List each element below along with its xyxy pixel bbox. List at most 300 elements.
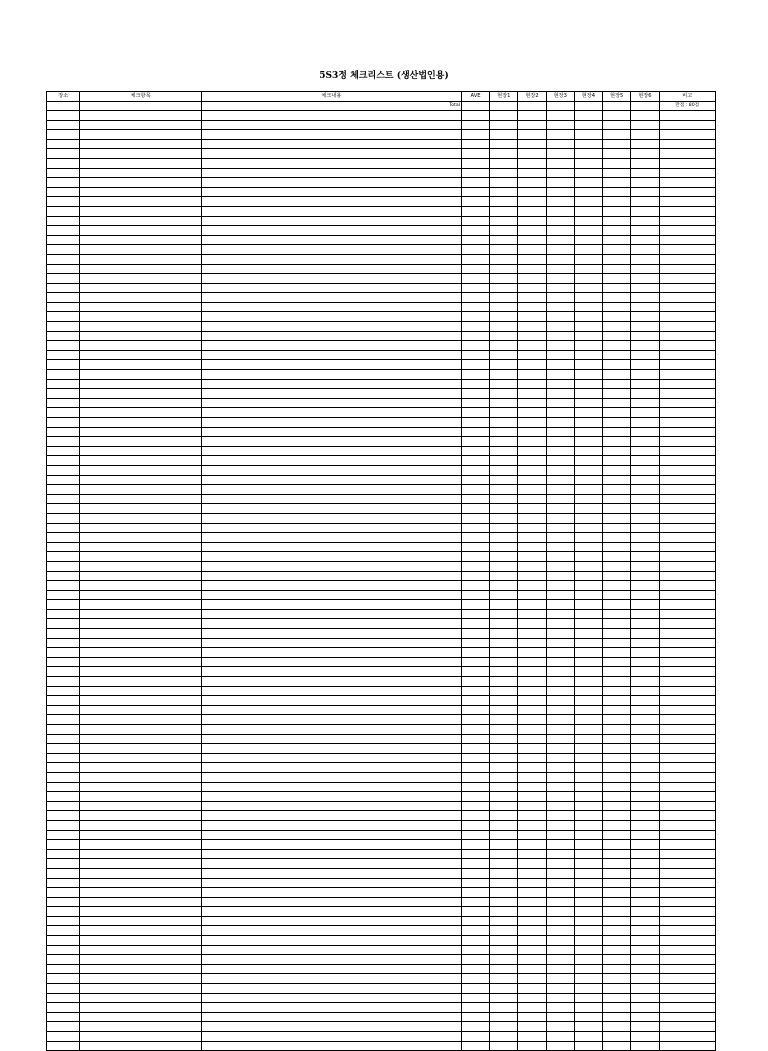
site5-cell[interactable] xyxy=(603,350,631,360)
site1-cell[interactable] xyxy=(490,274,518,284)
ave-cell[interactable] xyxy=(461,494,489,504)
site3-cell[interactable] xyxy=(546,993,574,1003)
site4-cell[interactable] xyxy=(574,235,602,245)
site6-cell[interactable] xyxy=(631,667,659,677)
site4-cell[interactable] xyxy=(574,350,602,360)
site6-cell[interactable] xyxy=(631,427,659,437)
site6-cell[interactable] xyxy=(631,130,659,140)
site4-cell[interactable] xyxy=(574,120,602,130)
site5-cell[interactable] xyxy=(603,772,631,782)
site3-cell[interactable] xyxy=(546,955,574,965)
site6-cell[interactable] xyxy=(631,1003,659,1013)
site5-cell[interactable] xyxy=(603,206,631,216)
site5-cell[interactable] xyxy=(603,744,631,754)
site4-cell[interactable] xyxy=(574,763,602,773)
site1-cell[interactable] xyxy=(490,715,518,725)
site5-cell[interactable] xyxy=(603,801,631,811)
site1-cell[interactable] xyxy=(490,811,518,821)
site6-cell[interactable] xyxy=(631,801,659,811)
site5-cell[interactable] xyxy=(603,465,631,475)
site4-cell[interactable] xyxy=(574,542,602,552)
site5-cell[interactable] xyxy=(603,398,631,408)
site2-cell[interactable] xyxy=(518,235,546,245)
site3-cell[interactable] xyxy=(546,734,574,744)
site1-cell[interactable] xyxy=(490,638,518,648)
site1-cell[interactable] xyxy=(490,974,518,984)
ave-cell[interactable] xyxy=(461,984,489,994)
ave-cell[interactable] xyxy=(461,619,489,629)
ave-cell[interactable] xyxy=(461,206,489,216)
site1-cell[interactable] xyxy=(490,916,518,926)
ave-cell[interactable] xyxy=(461,926,489,936)
site3-cell[interactable] xyxy=(546,984,574,994)
site2-cell[interactable] xyxy=(518,245,546,255)
site5-cell[interactable] xyxy=(603,139,631,149)
ave-cell[interactable] xyxy=(461,696,489,706)
site2-cell[interactable] xyxy=(518,552,546,562)
site1-cell[interactable] xyxy=(490,389,518,399)
ave-cell[interactable] xyxy=(461,677,489,687)
site1-cell[interactable] xyxy=(490,888,518,898)
site6-cell[interactable] xyxy=(631,187,659,197)
site4-cell[interactable] xyxy=(574,158,602,168)
ave-cell[interactable] xyxy=(461,1003,489,1013)
ave-cell[interactable] xyxy=(461,475,489,485)
site1-cell[interactable] xyxy=(490,418,518,428)
ave-cell[interactable] xyxy=(461,916,489,926)
site4-cell[interactable] xyxy=(574,254,602,264)
ave-cell[interactable] xyxy=(461,465,489,475)
site1-cell[interactable] xyxy=(490,657,518,667)
site1-cell[interactable] xyxy=(490,936,518,946)
site5-cell[interactable] xyxy=(603,705,631,715)
site1-cell[interactable] xyxy=(490,801,518,811)
site2-cell[interactable] xyxy=(518,206,546,216)
site1-cell[interactable] xyxy=(490,667,518,677)
site1-cell[interactable] xyxy=(490,322,518,332)
ave-cell[interactable] xyxy=(461,705,489,715)
site6-cell[interactable] xyxy=(631,1041,659,1051)
site4-cell[interactable] xyxy=(574,341,602,351)
site6-cell[interactable] xyxy=(631,638,659,648)
site1-cell[interactable] xyxy=(490,456,518,466)
site3-cell[interactable] xyxy=(546,561,574,571)
site6-cell[interactable] xyxy=(631,456,659,466)
site1-cell[interactable] xyxy=(490,398,518,408)
site5-cell[interactable] xyxy=(603,993,631,1003)
site5-cell[interactable] xyxy=(603,715,631,725)
site2-cell[interactable] xyxy=(518,955,546,965)
ave-cell[interactable] xyxy=(461,820,489,830)
site1-cell[interactable] xyxy=(490,341,518,351)
site2-cell[interactable] xyxy=(518,418,546,428)
site3-cell[interactable] xyxy=(546,705,574,715)
site3-cell[interactable] xyxy=(546,926,574,936)
site4-cell[interactable] xyxy=(574,772,602,782)
site4-cell[interactable] xyxy=(574,600,602,610)
site6-cell[interactable] xyxy=(631,907,659,917)
site2-cell[interactable] xyxy=(518,677,546,687)
site3-cell[interactable] xyxy=(546,360,574,370)
site3-cell[interactable] xyxy=(546,312,574,322)
site3-cell[interactable] xyxy=(546,792,574,802)
site4-cell[interactable] xyxy=(574,533,602,543)
site2-cell[interactable] xyxy=(518,216,546,226)
site3-cell[interactable] xyxy=(546,763,574,773)
ave-cell[interactable] xyxy=(461,504,489,514)
site2-cell[interactable] xyxy=(518,398,546,408)
site3-cell[interactable] xyxy=(546,235,574,245)
site2-cell[interactable] xyxy=(518,341,546,351)
site2-cell[interactable] xyxy=(518,993,546,1003)
site3-cell[interactable] xyxy=(546,408,574,418)
site6-cell[interactable] xyxy=(631,302,659,312)
site1-cell[interactable] xyxy=(490,782,518,792)
site4-cell[interactable] xyxy=(574,955,602,965)
site1-cell[interactable] xyxy=(490,350,518,360)
site6-cell[interactable] xyxy=(631,734,659,744)
ave-cell[interactable] xyxy=(461,964,489,974)
site2-cell[interactable] xyxy=(518,657,546,667)
site3-cell[interactable] xyxy=(546,878,574,888)
site4-cell[interactable] xyxy=(574,206,602,216)
ave-cell[interactable] xyxy=(461,859,489,869)
site5-cell[interactable] xyxy=(603,782,631,792)
site4-cell[interactable] xyxy=(574,398,602,408)
ave-cell[interactable] xyxy=(461,197,489,207)
site6-cell[interactable] xyxy=(631,657,659,667)
site3-cell[interactable] xyxy=(546,389,574,399)
site6-cell[interactable] xyxy=(631,571,659,581)
site2-cell[interactable] xyxy=(518,753,546,763)
ave-cell[interactable] xyxy=(461,561,489,571)
site2-cell[interactable] xyxy=(518,523,546,533)
site4-cell[interactable] xyxy=(574,465,602,475)
site2-cell[interactable] xyxy=(518,571,546,581)
site4-cell[interactable] xyxy=(574,753,602,763)
site4-cell[interactable] xyxy=(574,437,602,447)
site6-cell[interactable] xyxy=(631,446,659,456)
ave-cell[interactable] xyxy=(461,235,489,245)
site3-cell[interactable] xyxy=(546,667,574,677)
site6-cell[interactable] xyxy=(631,360,659,370)
site2-cell[interactable] xyxy=(518,964,546,974)
site4-cell[interactable] xyxy=(574,168,602,178)
ave-cell[interactable] xyxy=(461,418,489,428)
site1-cell[interactable] xyxy=(490,734,518,744)
ave-cell[interactable] xyxy=(461,629,489,639)
site5-cell[interactable] xyxy=(603,1032,631,1042)
site6-cell[interactable] xyxy=(631,561,659,571)
site2-cell[interactable] xyxy=(518,916,546,926)
site3-cell[interactable] xyxy=(546,331,574,341)
site5-cell[interactable] xyxy=(603,984,631,994)
site6-cell[interactable] xyxy=(631,629,659,639)
ave-cell[interactable] xyxy=(461,216,489,226)
ave-cell[interactable] xyxy=(461,725,489,735)
site3-cell[interactable] xyxy=(546,139,574,149)
total-site4-cell[interactable] xyxy=(574,102,602,111)
site2-cell[interactable] xyxy=(518,1012,546,1022)
site6-cell[interactable] xyxy=(631,485,659,495)
site6-cell[interactable] xyxy=(631,418,659,428)
site1-cell[interactable] xyxy=(490,149,518,159)
ave-cell[interactable] xyxy=(461,398,489,408)
site6-cell[interactable] xyxy=(631,293,659,303)
site1-cell[interactable] xyxy=(490,964,518,974)
site3-cell[interactable] xyxy=(546,686,574,696)
site1-cell[interactable] xyxy=(490,139,518,149)
site2-cell[interactable] xyxy=(518,1041,546,1051)
ave-cell[interactable] xyxy=(461,907,489,917)
ave-cell[interactable] xyxy=(461,868,489,878)
site5-cell[interactable] xyxy=(603,120,631,130)
site5-cell[interactable] xyxy=(603,341,631,351)
ave-cell[interactable] xyxy=(461,274,489,284)
ave-cell[interactable] xyxy=(461,1041,489,1051)
ave-cell[interactable] xyxy=(461,254,489,264)
ave-cell[interactable] xyxy=(461,782,489,792)
site6-cell[interactable] xyxy=(631,600,659,610)
site4-cell[interactable] xyxy=(574,274,602,284)
site3-cell[interactable] xyxy=(546,868,574,878)
site1-cell[interactable] xyxy=(490,168,518,178)
site2-cell[interactable] xyxy=(518,322,546,332)
site4-cell[interactable] xyxy=(574,705,602,715)
site6-cell[interactable] xyxy=(631,916,659,926)
site4-cell[interactable] xyxy=(574,552,602,562)
site2-cell[interactable] xyxy=(518,715,546,725)
site2-cell[interactable] xyxy=(518,408,546,418)
site4-cell[interactable] xyxy=(574,878,602,888)
site3-cell[interactable] xyxy=(546,485,574,495)
site2-cell[interactable] xyxy=(518,734,546,744)
ave-cell[interactable] xyxy=(461,139,489,149)
site5-cell[interactable] xyxy=(603,888,631,898)
site4-cell[interactable] xyxy=(574,389,602,399)
site5-cell[interactable] xyxy=(603,427,631,437)
site1-cell[interactable] xyxy=(490,408,518,418)
site5-cell[interactable] xyxy=(603,868,631,878)
site3-cell[interactable] xyxy=(546,629,574,639)
site3-cell[interactable] xyxy=(546,197,574,207)
site3-cell[interactable] xyxy=(546,120,574,130)
site5-cell[interactable] xyxy=(603,226,631,236)
site5-cell[interactable] xyxy=(603,111,631,121)
site5-cell[interactable] xyxy=(603,945,631,955)
site6-cell[interactable] xyxy=(631,216,659,226)
site5-cell[interactable] xyxy=(603,907,631,917)
site4-cell[interactable] xyxy=(574,868,602,878)
site2-cell[interactable] xyxy=(518,139,546,149)
ave-cell[interactable] xyxy=(461,437,489,447)
site1-cell[interactable] xyxy=(490,264,518,274)
site5-cell[interactable] xyxy=(603,370,631,380)
site2-cell[interactable] xyxy=(518,600,546,610)
ave-cell[interactable] xyxy=(461,350,489,360)
total-site5-cell[interactable] xyxy=(603,102,631,111)
site4-cell[interactable] xyxy=(574,590,602,600)
site5-cell[interactable] xyxy=(603,936,631,946)
site4-cell[interactable] xyxy=(574,178,602,188)
site3-cell[interactable] xyxy=(546,254,574,264)
site2-cell[interactable] xyxy=(518,197,546,207)
ave-cell[interactable] xyxy=(461,590,489,600)
site5-cell[interactable] xyxy=(603,456,631,466)
site3-cell[interactable] xyxy=(546,725,574,735)
ave-cell[interactable] xyxy=(461,993,489,1003)
site3-cell[interactable] xyxy=(546,811,574,821)
site3-cell[interactable] xyxy=(546,216,574,226)
ave-cell[interactable] xyxy=(461,600,489,610)
site4-cell[interactable] xyxy=(574,264,602,274)
ave-cell[interactable] xyxy=(461,888,489,898)
ave-cell[interactable] xyxy=(461,638,489,648)
site3-cell[interactable] xyxy=(546,504,574,514)
site1-cell[interactable] xyxy=(490,245,518,255)
site4-cell[interactable] xyxy=(574,197,602,207)
site6-cell[interactable] xyxy=(631,226,659,236)
ave-cell[interactable] xyxy=(461,456,489,466)
ave-cell[interactable] xyxy=(461,485,489,495)
site1-cell[interactable] xyxy=(490,955,518,965)
site2-cell[interactable] xyxy=(518,936,546,946)
ave-cell[interactable] xyxy=(461,389,489,399)
site4-cell[interactable] xyxy=(574,801,602,811)
site3-cell[interactable] xyxy=(546,226,574,236)
site3-cell[interactable] xyxy=(546,897,574,907)
ave-cell[interactable] xyxy=(461,945,489,955)
site4-cell[interactable] xyxy=(574,1041,602,1051)
site5-cell[interactable] xyxy=(603,964,631,974)
site6-cell[interactable] xyxy=(631,609,659,619)
site5-cell[interactable] xyxy=(603,974,631,984)
site6-cell[interactable] xyxy=(631,715,659,725)
site6-cell[interactable] xyxy=(631,888,659,898)
site1-cell[interactable] xyxy=(490,302,518,312)
site4-cell[interactable] xyxy=(574,964,602,974)
site3-cell[interactable] xyxy=(546,916,574,926)
site4-cell[interactable] xyxy=(574,936,602,946)
site5-cell[interactable] xyxy=(603,552,631,562)
site1-cell[interactable] xyxy=(490,830,518,840)
site5-cell[interactable] xyxy=(603,168,631,178)
site2-cell[interactable] xyxy=(518,696,546,706)
site1-cell[interactable] xyxy=(490,513,518,523)
site4-cell[interactable] xyxy=(574,974,602,984)
site5-cell[interactable] xyxy=(603,1003,631,1013)
site4-cell[interactable] xyxy=(574,504,602,514)
ave-cell[interactable] xyxy=(461,322,489,332)
site5-cell[interactable] xyxy=(603,523,631,533)
site5-cell[interactable] xyxy=(603,187,631,197)
site6-cell[interactable] xyxy=(631,158,659,168)
site1-cell[interactable] xyxy=(490,494,518,504)
site3-cell[interactable] xyxy=(546,274,574,284)
ave-cell[interactable] xyxy=(461,542,489,552)
site5-cell[interactable] xyxy=(603,418,631,428)
site1-cell[interactable] xyxy=(490,619,518,629)
site2-cell[interactable] xyxy=(518,485,546,495)
site1-cell[interactable] xyxy=(490,993,518,1003)
site6-cell[interactable] xyxy=(631,1022,659,1032)
site5-cell[interactable] xyxy=(603,197,631,207)
site1-cell[interactable] xyxy=(490,677,518,687)
site3-cell[interactable] xyxy=(546,590,574,600)
site4-cell[interactable] xyxy=(574,139,602,149)
site4-cell[interactable] xyxy=(574,888,602,898)
site6-cell[interactable] xyxy=(631,379,659,389)
site1-cell[interactable] xyxy=(490,648,518,658)
site3-cell[interactable] xyxy=(546,753,574,763)
site4-cell[interactable] xyxy=(574,187,602,197)
site5-cell[interactable] xyxy=(603,158,631,168)
site3-cell[interactable] xyxy=(546,523,574,533)
site2-cell[interactable] xyxy=(518,1022,546,1032)
site3-cell[interactable] xyxy=(546,427,574,437)
site3-cell[interactable] xyxy=(546,600,574,610)
ave-cell[interactable] xyxy=(461,130,489,140)
ave-cell[interactable] xyxy=(461,1032,489,1042)
site5-cell[interactable] xyxy=(603,878,631,888)
site6-cell[interactable] xyxy=(631,926,659,936)
ave-cell[interactable] xyxy=(461,523,489,533)
site4-cell[interactable] xyxy=(574,1003,602,1013)
ave-cell[interactable] xyxy=(461,187,489,197)
site3-cell[interactable] xyxy=(546,1012,574,1022)
site6-cell[interactable] xyxy=(631,494,659,504)
site2-cell[interactable] xyxy=(518,379,546,389)
site2-cell[interactable] xyxy=(518,686,546,696)
site5-cell[interactable] xyxy=(603,379,631,389)
site1-cell[interactable] xyxy=(490,111,518,121)
site5-cell[interactable] xyxy=(603,916,631,926)
site3-cell[interactable] xyxy=(546,964,574,974)
ave-cell[interactable] xyxy=(461,571,489,581)
site5-cell[interactable] xyxy=(603,686,631,696)
site4-cell[interactable] xyxy=(574,111,602,121)
site1-cell[interactable] xyxy=(490,465,518,475)
site2-cell[interactable] xyxy=(518,648,546,658)
site4-cell[interactable] xyxy=(574,149,602,159)
site4-cell[interactable] xyxy=(574,907,602,917)
ave-cell[interactable] xyxy=(461,312,489,322)
site4-cell[interactable] xyxy=(574,859,602,869)
site2-cell[interactable] xyxy=(518,494,546,504)
site1-cell[interactable] xyxy=(490,571,518,581)
site5-cell[interactable] xyxy=(603,533,631,543)
site2-cell[interactable] xyxy=(518,350,546,360)
ave-cell[interactable] xyxy=(461,734,489,744)
site5-cell[interactable] xyxy=(603,283,631,293)
site2-cell[interactable] xyxy=(518,638,546,648)
site2-cell[interactable] xyxy=(518,360,546,370)
site6-cell[interactable] xyxy=(631,955,659,965)
site4-cell[interactable] xyxy=(574,792,602,802)
site4-cell[interactable] xyxy=(574,331,602,341)
site2-cell[interactable] xyxy=(518,427,546,437)
site4-cell[interactable] xyxy=(574,561,602,571)
site3-cell[interactable] xyxy=(546,456,574,466)
site2-cell[interactable] xyxy=(518,561,546,571)
site6-cell[interactable] xyxy=(631,868,659,878)
site1-cell[interactable] xyxy=(490,590,518,600)
site3-cell[interactable] xyxy=(546,475,574,485)
site4-cell[interactable] xyxy=(574,619,602,629)
site1-cell[interactable] xyxy=(490,504,518,514)
site2-cell[interactable] xyxy=(518,274,546,284)
site3-cell[interactable] xyxy=(546,648,574,658)
